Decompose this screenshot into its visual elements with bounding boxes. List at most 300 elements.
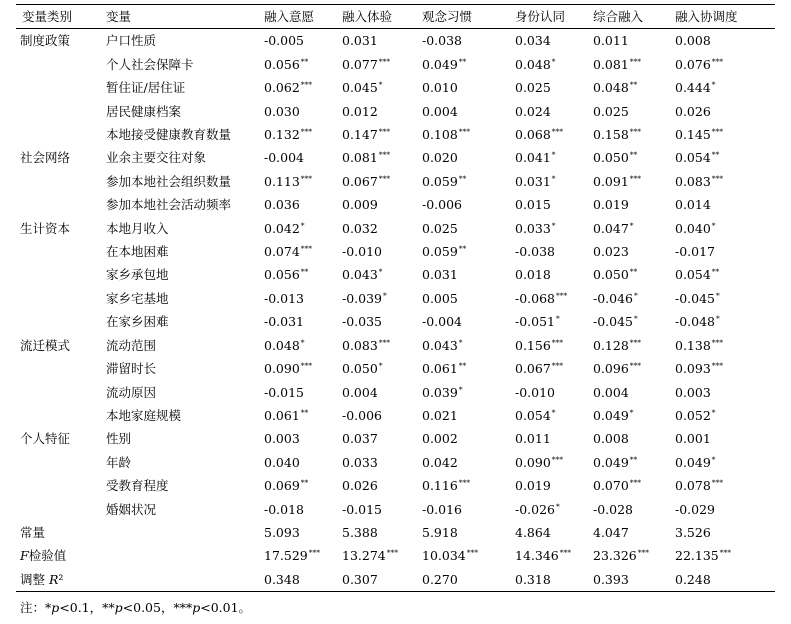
value-cell — [336, 404, 416, 427]
value-cell — [416, 29, 509, 53]
coefficient-value: -0.029 — [675, 501, 716, 517]
coefficient-value: 0.270 — [422, 571, 458, 587]
significance-stars: *** — [300, 127, 313, 137]
value-cell — [509, 146, 587, 169]
coefficient-value: 0.004 — [342, 384, 378, 400]
value-cell — [509, 451, 587, 474]
variable-cell: 本地接受健康教育数量 — [106, 127, 232, 143]
coefficient-value: 0.067 — [515, 361, 551, 377]
coefficient-value: -0.017 — [675, 244, 716, 260]
variable-cell: 在家乡困难 — [106, 314, 169, 330]
significance-stars: ** — [458, 244, 467, 254]
variable-cell: 业余主要交往对象 — [106, 150, 207, 166]
variable-cell: 家乡宅基地 — [106, 290, 169, 306]
coefficient-value: 0.040 — [675, 220, 711, 236]
value-cell — [669, 427, 775, 450]
variable-cell: 流动范围 — [106, 337, 157, 353]
coefficient-value: 0.024 — [515, 103, 551, 119]
value-cell — [416, 404, 509, 427]
category-cell: 制度政策 — [20, 33, 71, 49]
value-cell — [509, 100, 587, 123]
coefficient-value: -0.031 — [264, 314, 305, 330]
value-cell — [587, 427, 669, 450]
value-cell — [416, 123, 509, 146]
coefficient-value: 0.040 — [264, 454, 300, 470]
value-cell — [258, 427, 336, 450]
value-cell — [416, 544, 509, 567]
value-cell — [416, 193, 509, 216]
significance-stars: * — [634, 314, 638, 324]
value-cell — [336, 263, 416, 286]
coefficient-value: 0.061 — [264, 407, 300, 423]
coefficient-value: 0.049 — [593, 454, 629, 470]
coefficient-value: 0.096 — [593, 361, 629, 377]
value-cell — [587, 357, 669, 380]
coefficient-value: 5.388 — [342, 524, 378, 540]
value-cell — [336, 193, 416, 216]
coefficient-value: 0.059 — [422, 173, 458, 189]
value-cell — [587, 521, 669, 544]
significance-stars: *** — [711, 361, 724, 371]
significance-stars: * — [551, 173, 556, 183]
header-identity: 身份认同 — [509, 5, 587, 29]
value-cell — [336, 287, 416, 310]
table-row — [16, 29, 775, 53]
coefficient-value: -0.038 — [515, 244, 556, 260]
coefficient-value: 0.054 — [675, 267, 711, 283]
significance-stars: * — [458, 337, 463, 347]
table-row — [16, 451, 775, 474]
value-cell — [416, 521, 509, 544]
table-body — [16, 29, 775, 592]
variable-cell: 在本地困难 — [106, 244, 169, 260]
variable-cell: 居民健康档案 — [106, 103, 182, 119]
coefficient-value: 0.019 — [593, 197, 629, 213]
table-row — [16, 427, 775, 450]
value-cell — [669, 170, 775, 193]
coefficient-value: 0.025 — [515, 80, 551, 96]
significance-stars: * — [711, 407, 716, 417]
category-cell — [16, 498, 100, 521]
significance-stars: * — [716, 290, 720, 300]
coefficient-value: -0.046 — [593, 290, 634, 306]
value-cell — [669, 357, 775, 380]
coefficient-value: 14.346 — [515, 548, 559, 564]
significance-stars: *** — [629, 361, 642, 371]
value-cell — [416, 170, 509, 193]
value-cell — [669, 310, 775, 333]
value-cell — [669, 123, 775, 146]
value-cell — [258, 498, 336, 521]
coefficient-value: -0.006 — [342, 407, 383, 423]
coefficient-value: 0.025 — [422, 220, 458, 236]
coefficient-value: 0.049 — [593, 407, 629, 423]
significance-stars: * — [378, 361, 383, 371]
value-cell — [587, 76, 669, 99]
coefficient-value: 0.014 — [675, 197, 711, 213]
coefficient-value: 0.001 — [675, 431, 711, 447]
coefficient-value: 0.005 — [422, 290, 458, 306]
value-cell — [587, 404, 669, 427]
table-row — [16, 498, 775, 521]
table-row — [16, 123, 775, 146]
table-row — [16, 170, 775, 193]
value-cell — [336, 76, 416, 99]
regression-table — [16, 4, 775, 592]
value-cell — [416, 498, 509, 521]
coefficient-value: 4.864 — [515, 524, 551, 540]
coefficient-value: 0.307 — [342, 571, 378, 587]
value-cell — [587, 146, 669, 169]
significance-stars: ** — [629, 454, 638, 464]
value-cell — [509, 498, 587, 521]
value-cell — [587, 474, 669, 497]
significance-stars: *** — [386, 548, 398, 558]
value-cell — [669, 334, 775, 357]
coefficient-value: 0.047 — [593, 220, 629, 236]
category-cell — [16, 381, 100, 404]
value-cell — [509, 123, 587, 146]
coefficient-value: -0.018 — [264, 501, 305, 517]
variable-cell — [100, 568, 258, 592]
coefficient-value: 0.050 — [593, 150, 629, 166]
significance-note — [20, 598, 251, 616]
table-row — [16, 544, 775, 567]
variable-cell: 本地月收入 — [106, 220, 169, 236]
regression-table-container — [16, 4, 775, 592]
significance-stars: * — [300, 337, 305, 347]
coefficient-value: 0.023 — [593, 244, 629, 260]
category-cell — [16, 240, 100, 263]
significance-stars: *** — [711, 127, 724, 137]
significance-stars: *** — [559, 548, 571, 558]
value-cell — [258, 193, 336, 216]
value-cell — [416, 217, 509, 240]
variable-cell: 参加本地社会组织数量 — [106, 173, 232, 189]
coefficient-value: 0.318 — [515, 571, 551, 587]
significance-stars: *** — [308, 548, 320, 558]
coefficient-value: 0.034 — [515, 33, 551, 49]
category-cell: 调整 R² — [16, 568, 100, 592]
coefficient-value: 5.918 — [422, 524, 458, 540]
variable-cell: 家乡承包地 — [106, 267, 169, 283]
coefficient-value: 0.090 — [264, 361, 300, 377]
value-cell — [669, 29, 775, 53]
table-row — [16, 357, 775, 380]
table-row — [16, 474, 775, 497]
value-cell — [336, 451, 416, 474]
value-cell — [258, 544, 336, 567]
significance-stars: ** — [300, 478, 309, 488]
significance-stars: ** — [300, 267, 309, 277]
value-cell — [336, 474, 416, 497]
value-cell — [587, 568, 669, 592]
coefficient-value: -0.015 — [264, 384, 305, 400]
value-cell — [416, 357, 509, 380]
value-cell — [416, 427, 509, 450]
coefficient-value: 13.274 — [342, 548, 386, 564]
value-cell — [509, 404, 587, 427]
coefficient-value: 0.008 — [593, 431, 629, 447]
value-cell — [669, 287, 775, 310]
significance-stars: *** — [551, 337, 564, 347]
value-cell — [509, 474, 587, 497]
coefficient-value: 0.026 — [675, 103, 711, 119]
value-cell — [258, 29, 336, 53]
coefficient-value: 0.348 — [264, 571, 300, 587]
coefficient-value: -0.048 — [675, 314, 716, 330]
variable-cell: 参加本地社会活动频率 — [106, 197, 232, 213]
significance-stars: * — [551, 220, 556, 230]
value-cell — [587, 240, 669, 263]
coefficient-value: 0.083 — [342, 337, 378, 353]
header-values-habits: 观念习惯 — [416, 5, 509, 29]
value-cell — [258, 334, 336, 357]
category-cell: 常量 — [20, 524, 46, 540]
value-cell — [258, 263, 336, 286]
coefficient-value: 0.037 — [342, 431, 378, 447]
coefficient-value: -0.051 — [515, 314, 556, 330]
coefficient-value: 0.056 — [264, 267, 300, 283]
significance-stars: *** — [629, 56, 642, 66]
value-cell — [336, 521, 416, 544]
significance-stars: * — [716, 314, 720, 324]
table-row — [16, 334, 775, 357]
significance-stars: *** — [719, 548, 731, 558]
value-cell — [336, 123, 416, 146]
coefficient-value: 0.042 — [264, 220, 300, 236]
category-cell — [16, 357, 100, 380]
significance-stars: ** — [300, 56, 309, 66]
value-cell — [669, 240, 775, 263]
coefficient-value: 0.048 — [264, 337, 300, 353]
value-cell — [587, 451, 669, 474]
variable-cell: 户口性质 — [106, 33, 157, 49]
value-cell — [669, 381, 775, 404]
value-cell — [336, 381, 416, 404]
value-cell — [587, 29, 669, 53]
value-cell — [336, 334, 416, 357]
table-row — [16, 217, 775, 240]
variable-cell: 个人社会保障卡 — [106, 56, 194, 72]
value-cell — [416, 287, 509, 310]
value-cell — [258, 217, 336, 240]
coefficient-value: 0.068 — [515, 127, 551, 143]
coefficient-value: 4.047 — [593, 524, 629, 540]
significance-stars: * — [551, 56, 556, 66]
significance-stars: *** — [711, 173, 724, 183]
significance-stars: * — [711, 220, 716, 230]
value-cell — [416, 310, 509, 333]
significance-stars: * — [634, 290, 638, 300]
category-cell — [16, 287, 100, 310]
value-cell — [669, 451, 775, 474]
value-cell — [258, 240, 336, 263]
value-cell — [587, 381, 669, 404]
value-cell — [336, 240, 416, 263]
significance-stars: * — [378, 267, 383, 277]
value-cell — [509, 310, 587, 333]
coefficient-value: 0.018 — [515, 267, 551, 283]
coefficient-value: 0.054 — [675, 150, 711, 166]
coefficient-value: 0.081 — [342, 150, 378, 166]
variable-cell: 暂住证/居住证 — [106, 80, 186, 96]
value-cell — [416, 100, 509, 123]
value-cell — [258, 357, 336, 380]
category-cell: 个人特征 — [20, 431, 71, 447]
value-cell — [587, 53, 669, 76]
value-cell — [416, 451, 509, 474]
value-cell — [258, 451, 336, 474]
coefficient-value: -0.016 — [422, 501, 463, 517]
category-cell — [16, 170, 100, 193]
significance-stars: * — [383, 290, 387, 300]
value-cell — [587, 123, 669, 146]
coefficient-value: 0.019 — [515, 478, 551, 494]
coefficient-value: 0.031 — [342, 33, 378, 49]
significance-stars: *** — [378, 127, 391, 137]
coefficient-value: 0.043 — [422, 337, 458, 353]
coefficient-value: 17.529 — [264, 548, 308, 564]
value-cell — [258, 76, 336, 99]
value-cell — [509, 381, 587, 404]
value-cell — [258, 100, 336, 123]
header-coordination: 融入协调度 — [669, 5, 775, 29]
coefficient-value: 0.031 — [422, 267, 458, 283]
coefficient-value: 5.093 — [264, 524, 300, 540]
value-cell — [336, 29, 416, 53]
coefficient-value: 0.049 — [675, 454, 711, 470]
value-cell — [509, 568, 587, 592]
value-cell — [509, 76, 587, 99]
value-cell — [509, 29, 587, 53]
variable-cell: 本地家庭规模 — [106, 407, 182, 423]
significance-stars: *** — [711, 478, 724, 488]
significance-stars: ** — [458, 56, 467, 66]
value-cell — [509, 217, 587, 240]
coefficient-value: 0.156 — [515, 337, 551, 353]
coefficient-value: 0.145 — [675, 127, 711, 143]
value-cell — [416, 263, 509, 286]
category-cell — [16, 404, 100, 427]
category-cell — [16, 193, 100, 216]
category-cell: 社会网络 — [20, 150, 71, 166]
value-cell — [509, 53, 587, 76]
coefficient-value: -0.039 — [342, 290, 383, 306]
coefficient-value: 0.070 — [593, 478, 629, 494]
coefficient-value: -0.004 — [264, 150, 305, 166]
table-row — [16, 381, 775, 404]
coefficient-value: 0.090 — [515, 454, 551, 470]
significance-stars: *** — [556, 290, 568, 300]
significance-stars: *** — [711, 56, 724, 66]
coefficient-value: 0.083 — [675, 173, 711, 189]
value-cell — [509, 357, 587, 380]
coefficient-value: 0.020 — [422, 150, 458, 166]
category-cell: 生计资本 — [20, 220, 71, 236]
coefficient-value: 0.050 — [593, 267, 629, 283]
value-cell — [336, 544, 416, 567]
value-cell — [509, 544, 587, 567]
value-cell — [669, 474, 775, 497]
coefficient-value: 0.128 — [593, 337, 629, 353]
value-cell — [509, 263, 587, 286]
category-cell — [16, 451, 100, 474]
value-cell — [587, 310, 669, 333]
category-cell — [16, 53, 100, 76]
coefficient-value: -0.015 — [342, 501, 383, 517]
coefficient-value: 0.147 — [342, 127, 378, 143]
coefficient-value: 0.078 — [675, 478, 711, 494]
coefficient-value: 0.004 — [593, 384, 629, 400]
coefficient-value: 0.158 — [593, 127, 629, 143]
coefficient-value: 0.021 — [422, 407, 458, 423]
coefficient-value: -0.026 — [515, 501, 556, 517]
header-overall-integration: 综合融入 — [587, 5, 669, 29]
coefficient-value: 0.002 — [422, 431, 458, 447]
coefficient-value: 0.048 — [515, 56, 551, 72]
coefficient-value: 0.076 — [675, 56, 711, 72]
coefficient-value: 10.034 — [422, 548, 466, 564]
table-row — [16, 240, 775, 263]
significance-stars: * — [629, 220, 634, 230]
value-cell — [336, 310, 416, 333]
coefficient-value: 0.011 — [515, 431, 551, 447]
coefficient-value: 0.054 — [515, 407, 551, 423]
coefficient-value: -0.005 — [264, 33, 305, 49]
coefficient-value: 0.077 — [342, 56, 378, 72]
coefficient-value: 22.135 — [675, 548, 719, 564]
significance-stars: ** — [629, 80, 638, 90]
value-cell — [669, 498, 775, 521]
variable-cell — [100, 521, 258, 544]
value-cell — [669, 568, 775, 592]
significance-stars: *** — [629, 173, 642, 183]
value-cell — [258, 568, 336, 592]
value-cell — [509, 521, 587, 544]
coefficient-value: -0.038 — [422, 33, 463, 49]
coefficient-value: 0.012 — [342, 103, 378, 119]
coefficient-value: -0.028 — [593, 501, 634, 517]
variable-cell — [100, 544, 258, 567]
significance-stars: *** — [458, 127, 471, 137]
coefficient-value: 0.009 — [342, 197, 378, 213]
category-cell — [16, 310, 100, 333]
value-cell — [336, 53, 416, 76]
significance-stars: * — [629, 407, 634, 417]
value-cell — [669, 263, 775, 286]
significance-stars: * — [551, 150, 556, 160]
coefficient-value: -0.045 — [675, 290, 716, 306]
value-cell — [509, 240, 587, 263]
coefficient-value: 0.039 — [422, 384, 458, 400]
significance-stars: *** — [551, 361, 564, 371]
coefficient-value: 0.069 — [264, 478, 300, 494]
significance-stars: ** — [458, 173, 467, 183]
value-cell — [258, 310, 336, 333]
significance-stars: *** — [300, 244, 313, 254]
significance-stars: *** — [466, 548, 478, 558]
coefficient-value: 0.108 — [422, 127, 458, 143]
value-cell — [669, 76, 775, 99]
value-cell — [669, 521, 775, 544]
coefficient-value: 0.050 — [342, 361, 378, 377]
significance-stars: *** — [551, 127, 564, 137]
coefficient-value: 0.067 — [342, 173, 378, 189]
table-row — [16, 404, 775, 427]
coefficient-value: -0.010 — [515, 384, 556, 400]
value-cell — [509, 287, 587, 310]
